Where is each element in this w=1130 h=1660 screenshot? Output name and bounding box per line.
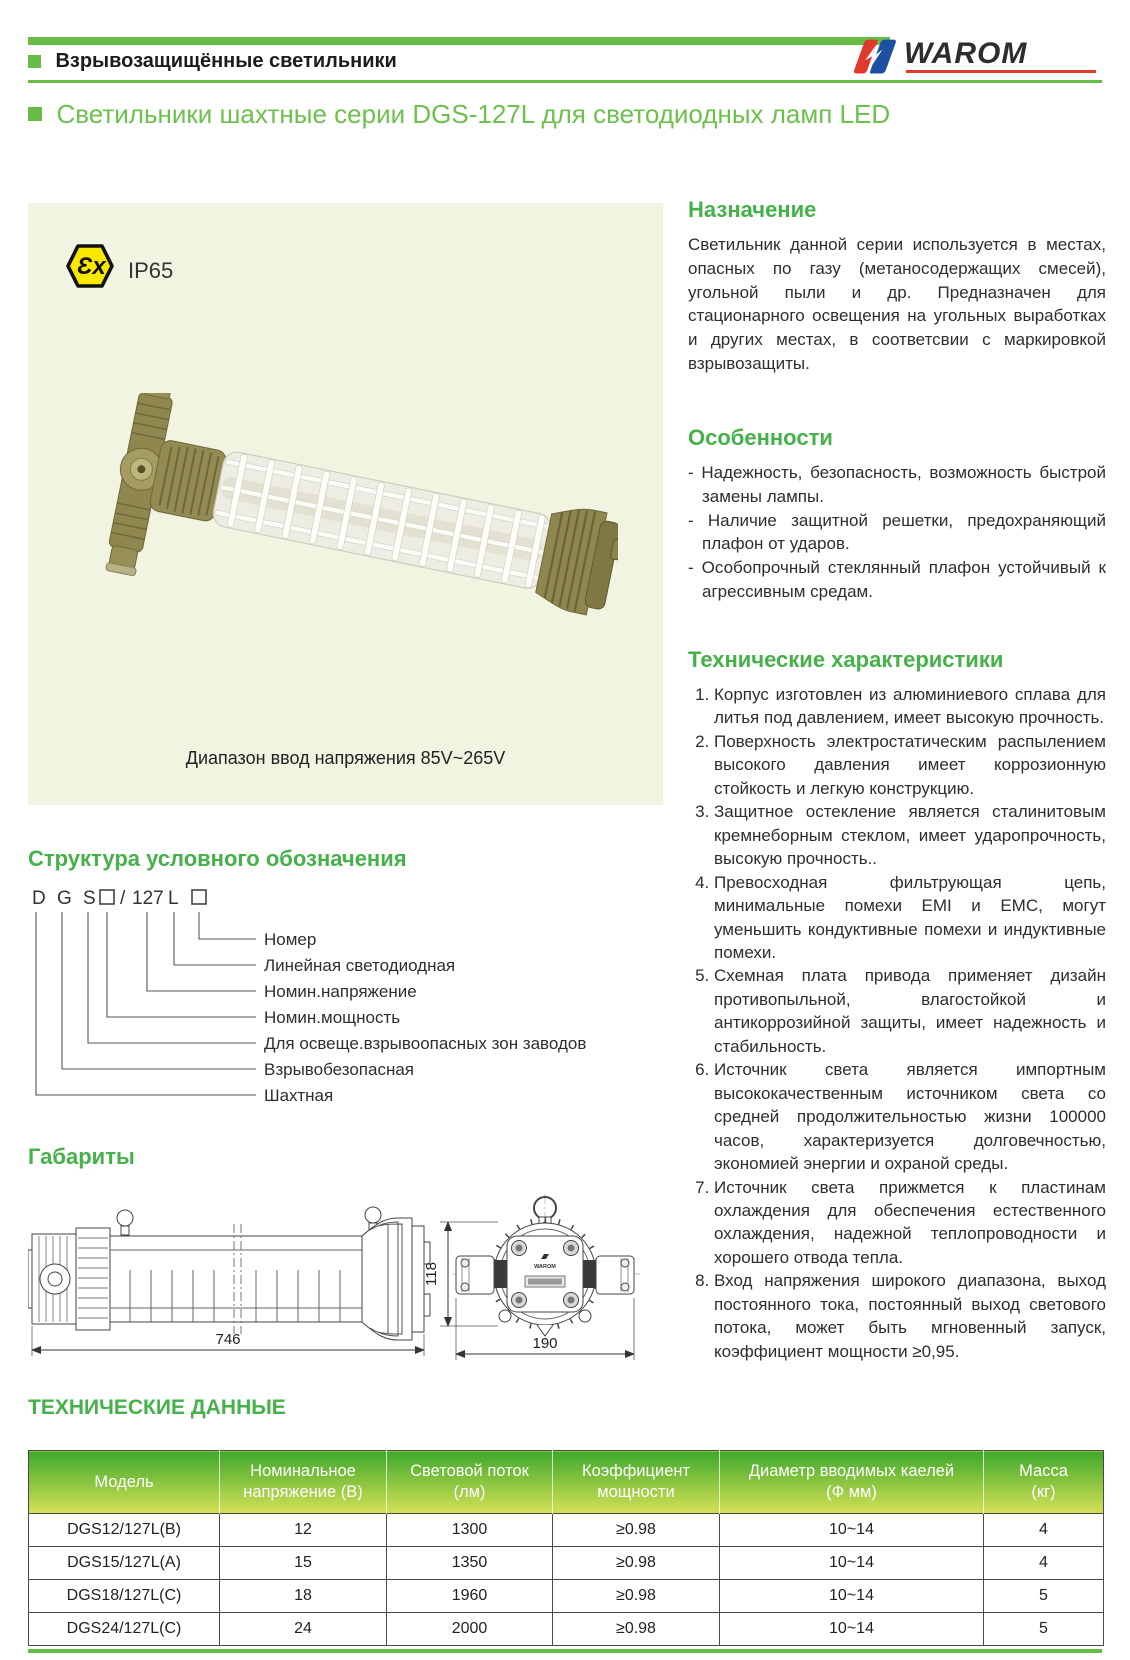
table-cell: 24 [220,1613,387,1646]
designation-label: Линейная светодиодная [264,956,456,975]
category-header [28,50,397,73]
table-cell: 10~14 [720,1613,984,1646]
section-features [688,425,1106,604]
tech-item: 6. Источник света является импортным высококачественным источником света со средней продолжительностью жизни 100000 часов, характеризуется долговечностью, экономией энергии и охраной среды. [714,1058,1106,1175]
code-letter-l: L [168,888,179,909]
warom-logo-icon [852,36,900,76]
table-header-row [29,1451,1104,1514]
warom-logo-underline [906,70,1096,73]
side-view-drawing [28,1207,430,1340]
warom-logo-text: WAROM [904,37,1028,70]
code-letter-g: G [57,888,72,909]
width-value: 190 [532,1335,558,1352]
section-tech-characteristics [688,647,1106,1363]
designation-label: Шахтная [264,1086,334,1105]
dimension-drawings [28,1184,653,1364]
col-header-model: Модель [29,1451,220,1514]
green-square-bullet [28,107,42,121]
designation-connectors [36,912,256,1095]
table-cell: ≥0.98 [553,1547,720,1580]
section-purpose [688,197,1106,376]
col-header-power-factor: Коэффициент мощности [553,1451,720,1514]
features-heading: Особенности [688,425,833,450]
designation-label: Номер [264,930,317,949]
product-photo [78,393,618,633]
right-column [688,197,1106,1387]
table-cell: DGS24/127L(C) [29,1613,220,1646]
table-cell: 10~14 [720,1514,984,1547]
table-row [29,1514,1104,1547]
table-cell: 4 [984,1547,1104,1580]
table-row [29,1547,1104,1580]
voltage-range-caption: Диапазон ввод напряжения 85V~265V [185,748,506,768]
table-cell: 5 [984,1613,1104,1646]
designation-label: Номин.напряжение [264,982,417,1001]
tech-item: 3. Защитное остекление является сталинитовым кремнеборным стеклом, имеет ударопрочность, высокую прочность.. [714,800,1106,870]
code-voltage: 127 [132,888,164,909]
structure-heading: Структура условного обозначения [28,846,407,871]
table-row [29,1613,1104,1646]
table-cell: 18 [220,1580,387,1613]
table-cell: 1350 [387,1547,553,1580]
category-title: Взрывозащищённые светильники [55,50,397,72]
table-cell: ≥0.98 [553,1613,720,1646]
page-title: Светильники шахтные серии DGS-127L для светодиодных ламп LED [56,99,891,129]
features-list [688,461,1106,604]
tech-item: 2. Поверхность электростатическим распылением высокого давления имеет коррозионную стойкость и легкую конструкцию. [714,730,1106,800]
table-cell: ≥0.98 [553,1514,720,1547]
table-cell: 15 [220,1547,387,1580]
table-cell: 10~14 [720,1547,984,1580]
code-box-power [100,890,114,904]
table-cell: ≥0.98 [553,1580,720,1613]
code-slash: / [120,888,126,909]
technical-data-table [28,1450,1104,1646]
table-cell: 12 [220,1514,387,1547]
top-green-bar [28,37,890,45]
table-heading: ТЕХНИЧЕСКИЕ ДАННЫЕ [28,1396,286,1419]
designation-diagram [28,882,658,1127]
table-cell: DGS12/127L(B) [29,1514,220,1547]
feature-item: - Надежность, безопасность, возможность быстрой замены лампы. [688,461,1106,509]
feature-item: - Наличие защитной решетки, предохраняющий плафон от ударов. [688,509,1106,557]
dimensions-heading: Габариты [28,1144,135,1169]
designation-label: Для освеще.взрывоопасных зон заводов [264,1034,587,1053]
code-letter-s: S [83,888,96,909]
tech-list [688,683,1106,1363]
purpose-heading: Назначение [688,197,817,222]
tech-item: 5. Схемная плата привода применяет дизайн противопыльной, влагостойкой и антикоррозийной защиты, имеет надежность и стабильность. [714,964,1106,1058]
table-cell: 10~14 [720,1580,984,1613]
table-cell: 1300 [387,1514,553,1547]
table-cell: DGS18/127L(C) [29,1580,220,1613]
height-value: 118 [423,1262,440,1286]
table-cell: 4 [984,1514,1104,1547]
tech-heading: Технические характеристики [688,647,1004,672]
product-panel [28,203,663,805]
tech-item: 1. Корпус изготовлен из алюминиевого сплава для литья под давлением, имеет высокую прочность. [714,683,1106,730]
col-header-flux: Световой поток (лм) [387,1451,553,1514]
designation-label: Взрывобезопасная [264,1060,414,1079]
ip-rating: IP65 [128,258,174,283]
feature-item: - Особопрочный стеклянный плафон устойчивый к агрессивным средам. [688,556,1106,604]
header-divider-line [28,80,1102,83]
code-box-number [192,890,206,904]
tech-item: 4. Превосходная фильтрующая цепь, минимальные помехи EMI и EMC, могут уменьшить кондуктивные помехи и индуктивные помехи. [714,871,1106,965]
designation-label: Номин.мощность [264,1008,401,1027]
col-header-voltage: Номинальное напряжение (В) [220,1451,387,1514]
col-header-mass: Масса (кг) [984,1451,1104,1514]
code-letter-d: D [32,888,46,909]
page-title-row [28,99,1108,130]
tech-item: 7. Источник света прижмется к пластинам охлаждения для обеспечения естественного охлаждения, надежной теплопроводности и хорошего отвода тепла. [714,1176,1106,1270]
table-row [29,1580,1104,1613]
end-view-drawing [452,1194,640,1344]
footer-green-bar [28,1649,1102,1653]
table-cell: DGS15/127L(A) [29,1547,220,1580]
ex-mark-text: Ɛx [77,253,106,280]
green-square-bullet [28,55,41,68]
table-cell: 1960 [387,1580,553,1613]
table-cell: 2000 [387,1613,553,1646]
table-cell: 5 [984,1580,1104,1613]
end-view-brand-text: WAROM [534,1264,556,1270]
length-value: 746 [215,1331,241,1348]
col-header-cable-diameter: Диаметр вводимых каелей (Ф мм) [720,1451,984,1514]
purpose-body: Светильник данной серии используется в местах, опасных по газу (метаносодержащих смесей), угольной пыли и др. Предназначен для стационарного освещения на угольных выработках и других местах, в соответсвии с маркировкой взрывозащиты. [688,235,1106,373]
tech-item: 8. Вход напряжения широкого диапазона, выход постоянного тока, постоянный выход светового потока, может быть мгновенный запуск, коэффициент мощности ≥0,95. [714,1269,1106,1363]
warom-logo [852,36,1104,78]
ex-hexagon-badge [64,242,116,290]
